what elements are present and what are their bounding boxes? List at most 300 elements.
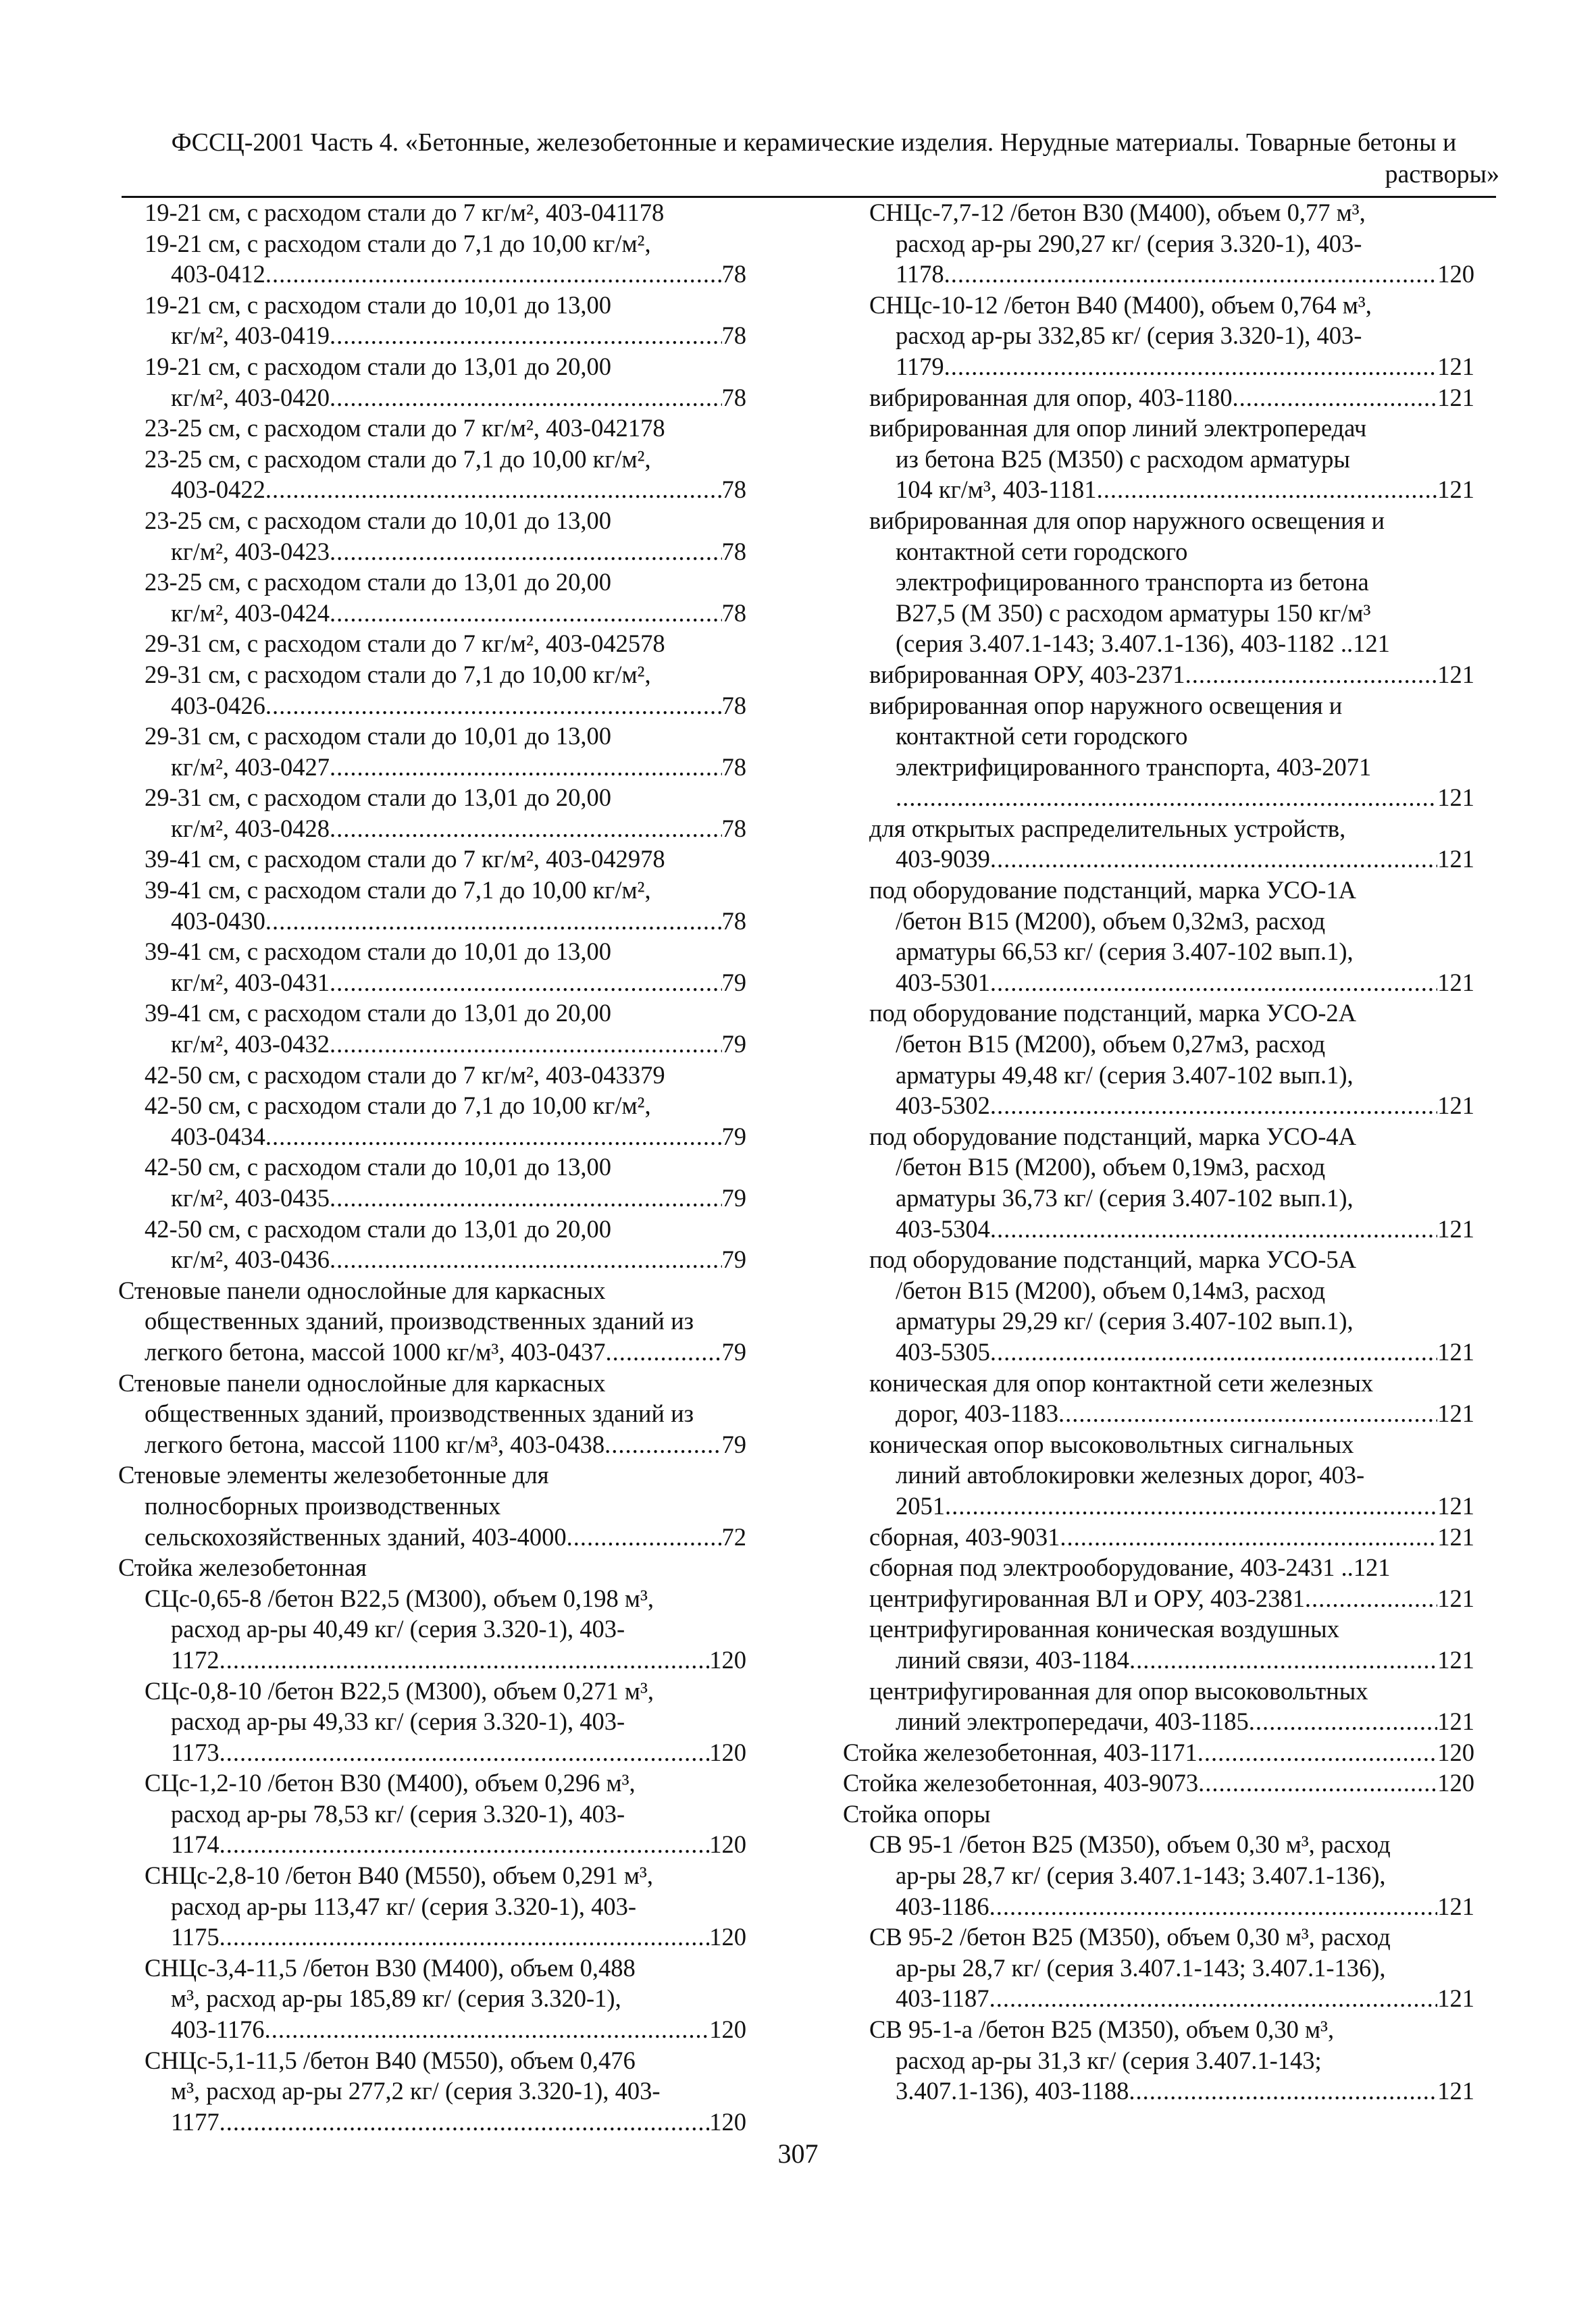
entry-text: Стойка железобетонная, 403-9073	[843, 1769, 1199, 1797]
entry-line-with-page	[843, 382, 1474, 413]
entry-text: Стойка железобетонная, 403-1171	[843, 1738, 1198, 1766]
entry-line: Стойка опоры	[843, 1799, 991, 1828]
entry-line: сборная под электрооборудование, 403-2431 ..121	[869, 1553, 1391, 1582]
entry-page-ref: 121	[1437, 1522, 1474, 1551]
index-entry	[843, 1552, 1474, 1583]
entry-text: 2051	[896, 1491, 945, 1520]
entry-line: СВ 95-1 /бетон В25 (М350), объем 0,30 м³, расход	[869, 1830, 1391, 1859]
index-entry	[118, 1860, 746, 1953]
entry-line-with-page	[843, 474, 1474, 505]
dot-leader	[265, 2014, 710, 2045]
entry-text: 1174	[171, 1830, 220, 1859]
index-entry	[843, 1676, 1474, 1737]
entry-line-with-page	[118, 474, 746, 505]
dot-leader	[605, 1337, 721, 1368]
entry-page-ref: 121	[1437, 660, 1474, 688]
index-entry	[118, 2045, 746, 2138]
entry-line-with-page	[118, 1244, 746, 1275]
dot-leader	[220, 2107, 710, 2138]
index-entry	[118, 1214, 746, 1275]
index-entry	[118, 290, 746, 351]
entry-line: под оборудование подстанций, марка УСО-2А	[869, 999, 1356, 1027]
index-entry	[843, 197, 1474, 290]
entry-line: под оборудование подстанций, марка УСО-1А	[869, 876, 1356, 904]
entry-line: расход ар-ры 78,53 кг/ (серия 3.320-1), 403-	[171, 1799, 625, 1828]
entry-line: вибрированная для опор наружного освещения и	[869, 506, 1385, 534]
entry-text: линий связи, 403-1184	[896, 1645, 1129, 1674]
index-entry	[118, 782, 746, 844]
entry-line: СНЦс-5,1-11,5 /бетон В40 (М550), объем 0,476	[145, 2046, 636, 2074]
entry-page-ref: 121	[1437, 1491, 1474, 1520]
index-entry	[843, 1768, 1474, 1799]
dot-leader	[604, 1429, 721, 1460]
entry-line-with-page	[843, 1583, 1474, 1614]
index-entry	[118, 1152, 746, 1213]
entry-line: 23-25 см, с расходом стали до 10,01 до 13,00	[145, 506, 611, 534]
entry-text: кг/м², 403-0419	[171, 322, 330, 350]
entry-page-ref: 120	[709, 1923, 746, 1951]
entry-line: электрифицированного транспорта, 403-2071	[896, 752, 1372, 781]
entry-line-with-page	[118, 259, 746, 290]
entry-line-with-page	[118, 536, 746, 567]
dot-leader	[220, 1737, 710, 1768]
entry-line: м³, расход ар-ры 277,2 кг/ (серия 3.320-1), 403-	[171, 2077, 661, 2105]
entry-page-ref: 121	[1437, 1091, 1474, 1120]
entry-line-with-page	[118, 752, 746, 783]
dot-leader	[1129, 2076, 1437, 2107]
index-entry	[843, 690, 1474, 813]
index-entry	[843, 505, 1474, 659]
entry-page-ref: 78	[721, 475, 746, 504]
index-entry	[118, 567, 746, 628]
entry-line: 19-21 см, с расходом стали до 10,01 до 13,00	[145, 290, 611, 319]
entry-line: центрифугированная для опор высоковольтных	[869, 1676, 1368, 1705]
entry-text: кг/м², 403-0436	[171, 1245, 330, 1274]
entry-text: кг/м², 403-0428	[171, 814, 330, 842]
entry-page-ref: 78	[721, 598, 746, 627]
index-entry	[118, 1768, 746, 1860]
index-entry	[843, 1522, 1474, 1553]
index-entry	[843, 875, 1474, 998]
dot-leader	[990, 844, 1437, 875]
entry-line-with-page	[118, 1829, 746, 1860]
entry-line: общественных зданий, производственных зданий из	[145, 1399, 694, 1428]
entry-line: для открытых распределительных устройств,	[869, 814, 1346, 842]
entry-line: расход ар-ры 113,47 кг/ (серия 3.320-1), 403-	[171, 1892, 637, 1920]
entry-page-ref: 121	[1437, 352, 1474, 380]
entry-line: расход ар-ры 332,85 кг/ (серия 3.320-1), 403-	[896, 322, 1362, 350]
entry-text: 403-1187	[896, 1984, 989, 2013]
entry-line: линий автоблокировки железных дорог, 403-	[896, 1461, 1365, 1489]
dot-leader	[265, 259, 722, 290]
entry-line-with-page	[118, 1029, 746, 1060]
entry-line: 19-21 см, с расходом стали до 13,01 до 20,00	[145, 352, 611, 380]
entry-page-ref: 79	[721, 1030, 746, 1058]
index-entry	[843, 1583, 1474, 1614]
dot-leader	[1305, 1583, 1437, 1614]
entry-text: сельскохозяйственных зданий, 403-4000	[145, 1522, 567, 1551]
entry-page-ref: 121	[1437, 783, 1474, 812]
entry-page-ref: 121	[1437, 1214, 1474, 1243]
entry-text: 403-0426	[171, 691, 265, 719]
entry-line: контактной сети городского	[896, 722, 1188, 750]
dot-leader	[1060, 1522, 1437, 1553]
entry-line-with-page	[843, 1398, 1474, 1429]
page-number: 307	[777, 2138, 819, 2169]
entry-page-ref: 79	[721, 1122, 746, 1150]
dot-leader	[265, 474, 722, 505]
entry-line: расход ар-ры 49,33 кг/ (серия 3.320-1), 403-	[171, 1707, 625, 1736]
entry-line: электрофицированного транспорта из бетона	[896, 568, 1369, 596]
entry-line: СЦс-0,65-8 /бетон В22,5 (М300), объем 0,198 м³,	[145, 1584, 654, 1612]
entry-page-ref: 121	[1437, 1707, 1474, 1736]
entry-line: В27,5 (М 350) с расходом арматуры 150 кг/м³	[896, 598, 1371, 627]
entry-line-with-page	[118, 906, 746, 937]
entry-text: легкого бетона, массой 1000 кг/м³, 403-0437	[145, 1337, 606, 1366]
dot-leader	[220, 1829, 710, 1860]
entry-line: (серия 3.407.1-143; 3.407.1-136), 403-1182 ..121	[896, 629, 1390, 658]
entry-line: 29-31 см, с расходом стали до 10,01 до 13,00	[145, 722, 611, 750]
index-entry	[118, 1676, 746, 1768]
entry-line-with-page	[118, 967, 746, 998]
entry-text: 1173	[171, 1738, 220, 1766]
index-entry	[118, 413, 746, 444]
entry-page-ref: 121	[1437, 1399, 1474, 1428]
entry-line: вибрированная для опор линий электропередач	[869, 414, 1367, 442]
entry-line-with-page	[843, 782, 1474, 813]
entry-line-with-page	[118, 1922, 746, 1953]
dot-leader	[265, 906, 722, 937]
entry-text: 403-5304	[896, 1214, 990, 1243]
entry-page-ref: 121	[1437, 1984, 1474, 2013]
index-entry	[843, 2014, 1474, 2107]
entry-line-with-page	[118, 1737, 746, 1768]
entry-text: кг/м², 403-0427	[171, 752, 330, 781]
entry-line: /бетон В15 (М200), объем 0,19м3, расход	[896, 1153, 1326, 1181]
dot-leader	[1129, 1645, 1437, 1676]
entry-text: 403-1186	[896, 1892, 989, 1920]
dot-leader	[330, 598, 721, 629]
index-entry	[843, 998, 1474, 1121]
entry-text: 1172	[171, 1645, 220, 1674]
index-entry	[843, 659, 1474, 690]
entry-line: Стеновые элементы железобетонные для	[118, 1461, 549, 1489]
entry-line-with-page	[118, 1337, 746, 1368]
entry-line: 29-31 см, с расходом стали до 13,01 до 20,00	[145, 783, 611, 812]
entry-page-ref: 120	[709, 1830, 746, 1859]
entry-text: 1177	[171, 2107, 220, 2136]
entry-line: расход ар-ры 31,3 кг/ (серия 3.407.1-143;	[896, 2046, 1322, 2074]
dot-leader	[990, 1337, 1437, 1368]
entry-line: 29-31 см, с расходом стали до 7,1 до 10,00 кг/м²,	[145, 660, 651, 688]
entry-line-with-page	[118, 1429, 746, 1460]
dot-leader	[330, 1183, 721, 1214]
entry-line: 29-31 см, с расходом стали до 7 кг/м², 403-042578	[145, 629, 665, 658]
entry-line-with-page	[843, 1645, 1474, 1676]
dot-leader	[220, 1922, 710, 1953]
index-column-left	[118, 197, 746, 2137]
dot-leader	[1185, 659, 1438, 690]
entry-text: линий электропередачи, 403-1185	[896, 1707, 1249, 1736]
dot-leader	[330, 1244, 721, 1275]
dot-leader	[989, 1983, 1438, 2014]
entry-line: 39-41 см, с расходом стали до 10,01 до 13,00	[145, 937, 611, 966]
entry-line-with-page	[843, 1491, 1474, 1522]
index-entry	[118, 1552, 746, 1583]
entry-page-ref: 78	[721, 814, 746, 842]
entry-line: коническая опор высоковольтных сигнальных	[869, 1430, 1354, 1458]
dot-leader	[1198, 1737, 1438, 1768]
entry-line: Стойка железобетонная	[118, 1553, 367, 1582]
entry-line-with-page	[843, 1522, 1474, 1553]
dot-leader	[944, 351, 1438, 382]
header-line-2: растворы»	[1385, 160, 1499, 188]
entry-text: 1178	[896, 260, 944, 288]
entry-text: вибрированная для опор, 403-1180	[869, 383, 1233, 411]
entry-line-with-page	[843, 967, 1474, 998]
entry-line-with-page	[118, 1121, 746, 1152]
entry-line: /бетон В15 (М200), объем 0,27м3, расход	[896, 1030, 1326, 1058]
index-entry	[118, 1090, 746, 1152]
entry-text: 403-5305	[896, 1337, 990, 1366]
entry-line: 39-41 см, с расходом стали до 7,1 до 10,00 кг/м²,	[145, 876, 651, 904]
index-entry	[843, 413, 1474, 505]
entry-line: под оборудование подстанций, марка УСО-4А	[869, 1122, 1356, 1150]
dot-leader	[1058, 1398, 1437, 1429]
entry-page-ref: 120	[709, 2015, 746, 2044]
dot-leader	[990, 967, 1437, 998]
entry-line-with-page	[118, 813, 746, 844]
index-entry	[118, 351, 746, 413]
entry-page-ref: 121	[1437, 2077, 1474, 2105]
index-entry	[843, 1121, 1474, 1244]
entry-line-with-page	[118, 1522, 746, 1553]
entry-page-ref: 121	[1437, 968, 1474, 996]
entry-line: СНЦс-7,7-12 /бетон В30 (М400), объем 0,77 м³,	[869, 199, 1366, 226]
entry-page-ref: 120	[709, 2107, 746, 2136]
entry-page-ref: 120	[709, 1645, 746, 1674]
entry-page-ref: 120	[1437, 260, 1474, 288]
dot-leader	[1198, 1768, 1437, 1799]
page-header	[128, 127, 1499, 190]
entry-line: 42-50 см, с расходом стали до 7 кг/м², 403-043379	[145, 1060, 665, 1089]
entry-line: арматуры 66,53 кг/ (серия 3.407-102 вып.1),	[896, 937, 1354, 966]
index-entry	[118, 936, 746, 998]
entry-text: 403-5302	[896, 1091, 990, 1120]
entry-text: 1179	[896, 352, 944, 380]
entry-line: /бетон В15 (М200), объем 0,32м3, расход	[896, 906, 1326, 935]
entry-line: СНЦс-3,4-11,5 /бетон В30 (М400), объем 0,488	[145, 1953, 636, 1982]
entry-line: СВ 95-2 /бетон В25 (М350), объем 0,30 м³, расход	[869, 1923, 1391, 1951]
index-entry	[118, 628, 746, 659]
index-entry	[118, 844, 746, 875]
entry-page-ref: 78	[721, 752, 746, 781]
index-entry	[843, 1429, 1474, 1522]
entry-line-with-page	[843, 1706, 1474, 1737]
entry-page-ref: 79	[721, 968, 746, 996]
entry-line-with-page	[118, 1645, 746, 1676]
index-entry	[843, 1829, 1474, 1922]
entry-text: сборная, 403-9031	[869, 1522, 1060, 1551]
entry-line-with-page	[843, 1737, 1474, 1768]
dot-leader	[330, 320, 721, 351]
entry-line: 23-25 см, с расходом стали до 13,01 до 20,00	[145, 568, 611, 596]
entry-line: полносборных производственных	[145, 1491, 501, 1520]
entry-line: ар-ры 28,7 кг/ (серия 3.407.1-143; 3.407.1-136),	[896, 1953, 1386, 1982]
index-entry	[118, 1953, 746, 2045]
entry-text: кг/м², 403-0423	[171, 537, 330, 565]
index-entry	[118, 1583, 746, 1676]
entry-text: 104 кг/м³, 403-1181	[896, 475, 1097, 504]
dot-leader	[220, 1645, 710, 1676]
dot-leader	[330, 752, 721, 783]
entry-line: 42-50 см, с расходом стали до 13,01 до 20,00	[145, 1214, 611, 1243]
entry-line-with-page	[118, 1183, 746, 1214]
entry-text: кг/м², 403-0435	[171, 1184, 330, 1212]
entry-line-with-page	[118, 2014, 746, 2045]
index-entry	[118, 505, 746, 567]
entry-line-with-page	[843, 259, 1474, 290]
index-entry	[843, 1244, 1474, 1367]
entry-line: Стеновые панели однослойные для каркасных	[118, 1368, 606, 1397]
dot-leader	[1233, 382, 1438, 413]
entry-text: кг/м², 403-0420	[171, 383, 330, 411]
index-column-right	[843, 197, 1474, 2107]
entry-line: общественных зданий, производственных зданий из	[145, 1307, 694, 1335]
dot-leader	[1249, 1706, 1438, 1737]
index-entry	[843, 813, 1474, 875]
index-entry	[118, 1460, 746, 1552]
entry-text: 403-0412	[171, 260, 265, 288]
index-entry	[843, 1614, 1474, 1675]
entry-line: СЦс-1,2-10 /бетон В30 (М400), объем 0,296 м³,	[145, 1769, 636, 1797]
entry-page-ref: 121	[1437, 845, 1474, 873]
entry-line-with-page	[843, 1214, 1474, 1245]
index-entry	[118, 1060, 746, 1091]
entry-text: 403-1176	[171, 2015, 265, 2044]
entry-line-with-page	[843, 2076, 1474, 2107]
entry-line: центрифугированная коническая воздушных	[869, 1615, 1339, 1643]
dot-leader	[330, 382, 721, 413]
index-entry	[843, 1799, 1474, 1830]
entry-text: дорог, 403-1183	[896, 1399, 1058, 1428]
dot-leader	[330, 967, 721, 998]
entry-page-ref: 79	[721, 1430, 746, 1458]
entry-page-ref: 121	[1437, 383, 1474, 411]
entry-text: 1175	[171, 1923, 220, 1951]
entry-text: 3.407.1-136), 403-1188	[896, 2077, 1129, 2105]
index-entry	[118, 998, 746, 1059]
entry-line: под оборудование подстанций, марка УСО-5А	[869, 1245, 1356, 1274]
entry-text: центрифугированная ВЛ и ОРУ, 403-2381	[869, 1584, 1305, 1612]
dot-leader	[330, 813, 721, 844]
index-entry	[843, 1922, 1474, 2014]
entry-line: арматуры 29,29 кг/ (серия 3.407-102 вып.1),	[896, 1307, 1354, 1335]
header-line-1: ФССЦ-2001 Часть 4. «Бетонные, железобетонные и керамические изделия. Нерудные материалы. Товарные бетоны и	[171, 128, 1457, 157]
entry-line: СНЦс-10-12 /бетон В40 (М400), объем 0,764 м³,	[869, 290, 1372, 319]
entry-line-with-page	[118, 2107, 746, 2138]
entry-text: 403-0430	[171, 906, 265, 935]
dot-leader	[265, 1121, 722, 1152]
index-entry	[843, 1737, 1474, 1768]
dot-leader	[944, 259, 1438, 290]
entry-page-ref: 78	[721, 260, 746, 288]
entry-line: контактной сети городского	[896, 537, 1188, 565]
dot-leader	[945, 1491, 1437, 1522]
entry-page-ref: 120	[1437, 1769, 1474, 1797]
entry-line: расход ар-ры 40,49 кг/ (серия 3.320-1), 403-	[171, 1615, 625, 1643]
entry-line-with-page	[118, 382, 746, 413]
dot-leader	[990, 1090, 1437, 1121]
index-entry	[118, 1368, 746, 1460]
entry-page-ref: 121	[1437, 1337, 1474, 1366]
entry-page-ref: 121	[1437, 1584, 1474, 1612]
entry-page-ref: 78	[721, 322, 746, 350]
entry-text: 403-5301	[896, 968, 990, 996]
entry-line: 42-50 см, с расходом стали до 7,1 до 10,00 кг/м²,	[145, 1091, 651, 1120]
entry-line-with-page	[843, 1768, 1474, 1799]
entry-line: СЦс-0,8-10 /бетон В22,5 (М300), объем 0,271 м³,	[145, 1676, 654, 1705]
entry-page-ref: 120	[709, 1738, 746, 1766]
entry-line: 23-25 см, с расходом стали до 7 кг/м², 403-042178	[145, 414, 665, 442]
entry-line: 39-41 см, с расходом стали до 7 кг/м², 403-042978	[145, 845, 665, 873]
entry-text: легкого бетона, массой 1100 кг/м³, 403-0438	[145, 1430, 605, 1458]
index-entry	[843, 382, 1474, 413]
entry-line: Стеновые панели однослойные для каркасных	[118, 1276, 606, 1304]
entry-line-with-page	[843, 659, 1474, 690]
entry-line-with-page	[843, 351, 1474, 382]
entry-text: вибрированная ОРУ, 403-2371	[869, 660, 1185, 688]
entry-line: расход ар-ры 290,27 кг/ (серия 3.320-1), 403-	[896, 229, 1362, 257]
entry-line: арматуры 49,48 кг/ (серия 3.407-102 вып.1),	[896, 1060, 1354, 1089]
index-entry	[843, 290, 1474, 382]
entry-line: из бетона В25 (М350) с расходом арматуры	[896, 444, 1350, 473]
entry-line: 19-21 см, с расходом стали до 7,1 до 10,00 кг/м²,	[145, 229, 651, 257]
entry-page-ref: 121	[1437, 475, 1474, 504]
entry-line: коническая для опор контактной сети железных	[869, 1368, 1374, 1397]
entry-page-ref: 79	[721, 1337, 746, 1366]
entry-page-ref: 121	[1437, 1645, 1474, 1674]
entry-page-ref: 79	[721, 1184, 746, 1212]
dot-leader	[330, 536, 721, 567]
index-entry	[118, 444, 746, 505]
dot-leader	[990, 1214, 1437, 1245]
entry-line: 42-50 см, с расходом стали до 10,01 до 13,00	[145, 1153, 611, 1181]
dot-leader	[265, 690, 722, 721]
entry-text: кг/м², 403-0424	[171, 598, 330, 627]
index-entry	[118, 875, 746, 936]
entry-line: СВ 95-1-а /бетон В25 (М350), объем 0,30 м³,	[869, 2015, 1335, 2044]
entry-text: 403-0434	[171, 1122, 265, 1150]
entry-line-with-page	[843, 1337, 1474, 1368]
index-entry	[118, 197, 746, 228]
entry-line: 39-41 см, с расходом стали до 13,01 до 20,00	[145, 999, 611, 1027]
entry-text: кг/м², 403-0432	[171, 1030, 330, 1058]
index-entry	[843, 1368, 1474, 1429]
dot-leader	[989, 1891, 1438, 1922]
entry-line-with-page	[118, 320, 746, 351]
entry-page-ref: 72	[721, 1522, 746, 1551]
entry-line-with-page	[843, 844, 1474, 875]
entry-line: ар-ры 28,7 кг/ (серия 3.407.1-143; 3.407.1-136),	[896, 1861, 1386, 1890]
index-entry	[118, 721, 746, 782]
dot-leader	[567, 1522, 722, 1553]
entry-line: 23-25 см, с расходом стали до 7,1 до 10,00 кг/м²,	[145, 444, 651, 473]
entry-line-with-page	[843, 1090, 1474, 1121]
entry-line-with-page	[118, 690, 746, 721]
entry-text: 403-9039	[896, 845, 990, 873]
index-entry	[118, 228, 746, 290]
